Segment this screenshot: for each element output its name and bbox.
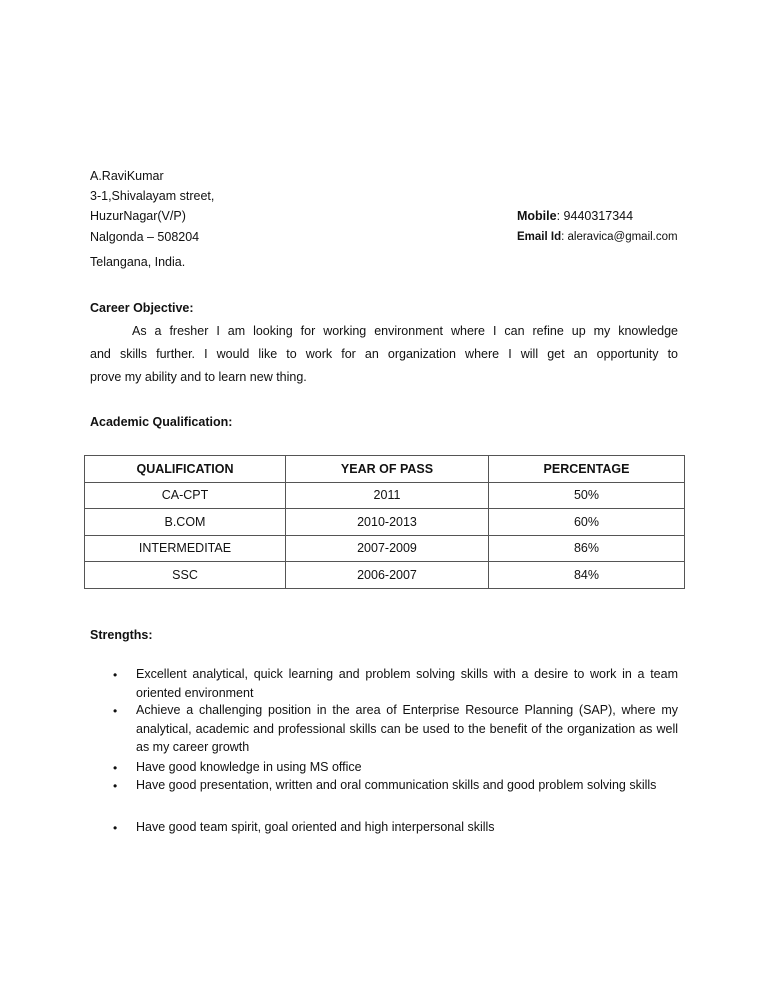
career-objective-heading: Career Objective: (90, 301, 194, 315)
column-header: QUALIFICATION (85, 456, 286, 483)
bullet-icon: • (113, 761, 118, 775)
cell: 2011 (286, 482, 489, 509)
email-value: : aleravica@gmail.com (561, 231, 678, 243)
strengths-heading: Strengths: (90, 628, 153, 642)
mobile-label: Mobile (517, 209, 557, 223)
bullet-icon: • (113, 668, 118, 682)
mobile (517, 208, 633, 224)
email-label: Email Id (517, 231, 562, 243)
bullet-icon: • (113, 704, 118, 718)
academic-heading: Academic Qualification: (90, 415, 233, 429)
cell: 50% (489, 482, 685, 509)
applicant-name: A.RaviKumar (90, 169, 164, 183)
table-row (85, 482, 685, 509)
cell: 2007-2009 (286, 535, 489, 562)
strength-item: Excellent analytical, quick learning and problem solving skills with a desire to work in a team oriented environment (136, 667, 678, 700)
column-header: YEAR OF PASS (286, 456, 489, 483)
objective-line: prove my ability and to learn new thing. (90, 370, 307, 384)
cell: SSC (85, 562, 286, 589)
address-line: Nalgonda – 508204 (90, 230, 200, 244)
strength-item: Have good presentation, written and oral communication skills and good problem solving skills (136, 778, 657, 792)
qualification-table (84, 455, 685, 589)
table-row (85, 535, 685, 562)
cell: 60% (489, 509, 685, 536)
mobile-value: : 9440317344 (556, 209, 634, 223)
bullet-icon: • (113, 821, 118, 835)
address-line: HuzurNagar(V/P) (90, 209, 186, 223)
strength-item: Have good team spirit, goal oriented and high interpersonal skills (136, 820, 495, 834)
cell: 2010-2013 (286, 509, 489, 536)
objective-line: and skills further. I would like to work for an organization where I will get an opportunity to (90, 347, 678, 361)
column-header: PERCENTAGE (489, 456, 685, 483)
address-line: 3-1,Shivalayam street, (90, 189, 215, 203)
address-line: Telangana, India. (90, 255, 186, 269)
table-header-row (85, 456, 685, 483)
strength-item: Achieve a challenging position in the area of Enterprise Resource Planning (SAP), where my analytical, academic and professional skills can be used to the benefit of the organization as well as my career growth (136, 703, 678, 754)
cell: 84% (489, 562, 685, 589)
strength-item: Have good knowledge in using MS office (136, 760, 362, 774)
objective-line: As a fresher I am looking for working environment where I can refine up my knowledge (132, 324, 678, 338)
cell: INTERMEDITAE (85, 535, 286, 562)
email (517, 229, 678, 245)
cell: B.COM (85, 509, 286, 536)
cell: 86% (489, 535, 685, 562)
cell: CA-CPT (85, 482, 286, 509)
cell: 2006-2007 (286, 562, 489, 589)
table-row (85, 509, 685, 536)
bullet-icon: • (113, 779, 118, 793)
table-row (85, 562, 685, 589)
